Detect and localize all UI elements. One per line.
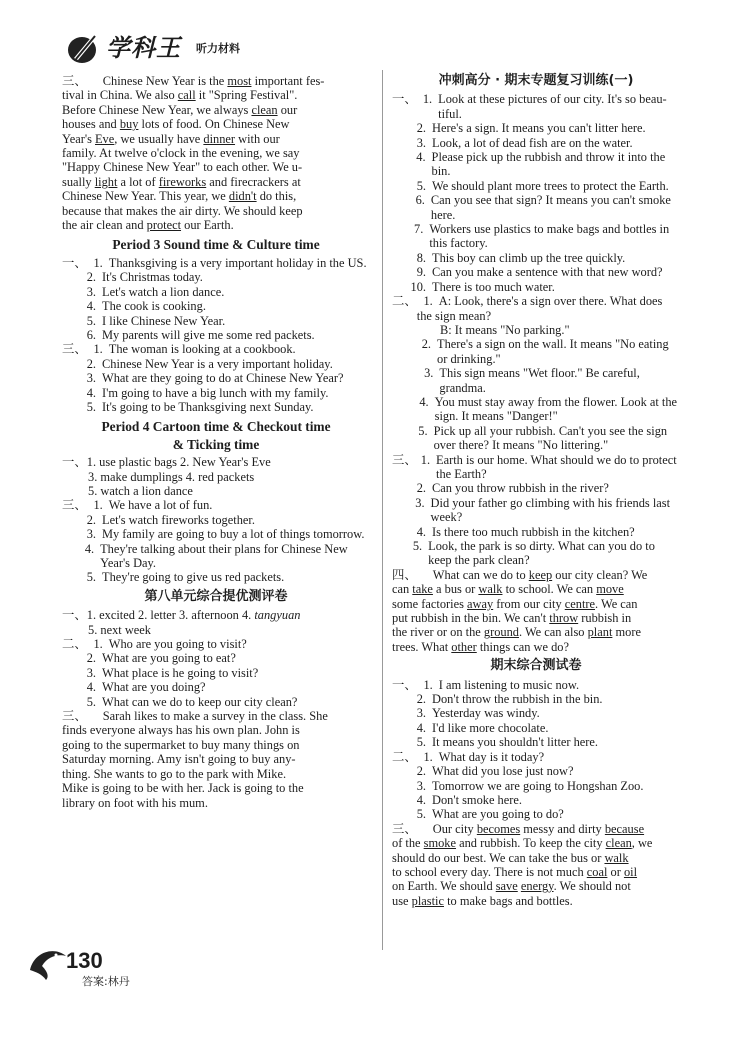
passage-line: Our city becomes messy and dirty because (432, 821, 645, 836)
list-item: What did you lose just now? (432, 764, 574, 779)
section-label (392, 481, 410, 495)
section-label (392, 764, 410, 778)
brand-logo-icon (64, 28, 104, 66)
list-item: The woman is looking at a cookbook. (108, 342, 296, 357)
passage-line: trees. What other things can we do? (392, 639, 569, 654)
review-training-title: 冲刺高分 · 期末专题复习训练(一) (438, 73, 634, 88)
section-label (62, 680, 80, 694)
list-item: What are they going to do at Chinese New Year? (102, 371, 344, 386)
list-item: Workers use plastics to make bags and bottles in this factory. (429, 222, 670, 251)
dolphin-icon (26, 940, 70, 984)
list-item: Look, a lot of dead fish are on the water. (432, 135, 633, 150)
item-number: 5. (416, 807, 426, 822)
section-label: 二、 (62, 637, 87, 652)
section-label (62, 328, 80, 342)
list (62, 498, 370, 584)
list-row (62, 285, 370, 299)
item-number: 4. (416, 150, 426, 165)
passage-line: can take a bus or walk to school. We can move (392, 582, 624, 597)
item-number: 3. (86, 665, 96, 680)
list-row (62, 542, 370, 571)
list-item: B: It means "No parking." (440, 322, 570, 337)
section-label: 一、 (62, 608, 87, 623)
list-row (62, 256, 370, 270)
list-item: Yesterday was windy. (432, 706, 540, 721)
section-label: 三、 (62, 342, 87, 357)
passage-line: Before Chinese New Year, we always clean our (62, 102, 298, 117)
item-number: 5. (418, 423, 428, 438)
section-label: 一、 (392, 677, 417, 692)
passage-line: put rubbish in the bin. We can't throw rubbish in (392, 611, 632, 626)
section-label (62, 570, 80, 584)
passage-line: use plastic to make bags and bottles. (392, 893, 573, 908)
list-item: My family are going to buy a lot of things tomorrow. (102, 527, 365, 542)
section-label: 三、 (62, 498, 87, 513)
list-item: You must stay away from the flower. Look at the sign. It means "Danger!" (434, 394, 678, 424)
list-row (392, 222, 680, 251)
item-number: 1. (423, 294, 433, 309)
passage-line: Mike is going to be with her. Jack is going to the (62, 781, 304, 796)
item-number: 3. (424, 366, 434, 381)
passage-line: Year's Eve, we usually have dinner with our (62, 131, 280, 146)
answer-row: 5. next week (88, 622, 151, 637)
list-row (62, 513, 370, 527)
section-label: 一、 (392, 92, 417, 107)
list-item: Don't smoke here. (432, 792, 522, 807)
list-item: Is there too much rubbish in the kitchen? (432, 524, 635, 539)
list-item: We have a lot of fun. (108, 498, 213, 513)
item-number: 5. (412, 539, 423, 553)
item-number: 4. (84, 541, 95, 556)
list-item: They're talking about their plans for Chinese New Year's Day. (100, 541, 348, 570)
list-item: Chinese New Year is a very important holiday. (102, 356, 333, 371)
passage-line: Sarah likes to make a survey in the class. She (102, 709, 328, 724)
item-number: 1. (423, 749, 433, 764)
item-number: 2. (86, 512, 96, 527)
item-number: 3. (86, 527, 96, 542)
list-item: Look, the park is so dirty. What can you do to keep the park clean? (428, 539, 655, 568)
unit-8-title: 第八单元综合提优测评卷 (144, 588, 288, 604)
passage-line: "Happy Chinese New Year" to each other. We u- (62, 160, 303, 175)
list-item: Don't throw the rubbish in the bin. (432, 692, 603, 707)
item-number: 2. (86, 651, 96, 666)
list-item: What are you doing? (102, 680, 206, 695)
item-number: 1. (423, 677, 433, 692)
list-item: Who are you going to visit? (108, 637, 247, 652)
list-item: This sign means "Wet floor." Be careful, grandma. (439, 366, 640, 395)
section-label: 三、 (392, 452, 417, 467)
item-number: 1. (93, 255, 103, 270)
list-item: Did your father go climbing with his friends last week? (430, 495, 671, 525)
list-row (62, 637, 370, 651)
section-label (62, 651, 80, 665)
passage-line: Saturday morning. Amy isn't going to buy any- (62, 752, 296, 767)
list-item: They're going to give us red packets. (102, 570, 285, 585)
period-4-subtitle: & Ticking time (172, 436, 260, 452)
passage-line: the river or on the ground. We can also plant more (392, 625, 641, 640)
list-row (62, 270, 370, 284)
page-number: 130 (66, 948, 103, 973)
list-row (392, 496, 680, 525)
list-row (392, 539, 680, 568)
list-item: It means you shouldn't litter here. (432, 735, 599, 750)
list-item: My parents will give me some red packets. (102, 327, 315, 342)
passage-line: tival in China. We also call it "Spring Festival". (62, 88, 298, 103)
section-label (392, 779, 410, 793)
list-row (62, 695, 370, 709)
item-number: 4. (416, 720, 426, 735)
section-label: 三、 (62, 74, 87, 88)
section-label: 三、 (62, 709, 87, 724)
passage-line: of the smoke and rubbish. To keep the city clean, we (392, 836, 653, 851)
section-label (392, 222, 410, 251)
item-number: 3. (415, 495, 425, 510)
list-item: What can we do to keep our city clean? (102, 694, 298, 709)
item-number: 2. (416, 121, 426, 136)
passage-line: sually light a lot of fireworks and firecrackers at (62, 174, 301, 189)
answer-credit: 答案:林丹 (82, 975, 130, 988)
list-item: The cook is cooking. (102, 299, 206, 314)
section-label (392, 251, 410, 265)
section-label (392, 150, 410, 179)
period-3-title: Period 3 Sound time & Culture time (112, 237, 320, 253)
list-item: Can you throw rubbish in the river? (432, 481, 609, 496)
list-row (392, 678, 680, 692)
section-label: 四、 (392, 567, 417, 582)
passage-line: because that makes the air dirty. We should keep (62, 203, 303, 218)
list-row (392, 481, 680, 495)
list-row (392, 92, 680, 121)
section-label (392, 692, 410, 706)
left-column (62, 74, 370, 810)
list-row (392, 793, 680, 807)
list-item: This boy can climb up the tree quickly. (432, 250, 626, 265)
list-row (62, 299, 370, 313)
page-footer (26, 940, 186, 990)
item-number: 4. (86, 385, 96, 400)
period-4-title: Period 4 Cartoon time & Checkout time (101, 419, 331, 435)
section-label: 二、 (392, 749, 417, 764)
item-number: 1. (93, 342, 103, 357)
list-item: Pick up all your rubbish. Can't you see the sign over there? It means "No littering." (433, 423, 668, 453)
list-row (392, 136, 680, 150)
brand-name: 学科王 (106, 33, 181, 62)
section-label (62, 270, 80, 284)
passage-line: What can we do to keep our city clean? We (432, 567, 648, 582)
item-number: 7. (414, 222, 424, 237)
right-column (392, 74, 680, 908)
item-number: 2. (416, 764, 426, 779)
item-number: 3. (416, 135, 426, 150)
section-label (392, 721, 410, 735)
passage-line: Chinese New Year is the most important fes- (102, 74, 325, 88)
answer-row: 3. make dumplings 4. red packets (88, 469, 255, 484)
list-item: Here's a sign. It means you can't litter here. (432, 121, 646, 136)
item-number: 1. (93, 637, 103, 652)
item-number: 5. (416, 178, 426, 193)
list-row (62, 386, 370, 400)
section-label (392, 807, 410, 821)
list (392, 678, 680, 750)
list-row (392, 735, 680, 749)
list-row (62, 527, 370, 541)
section-label (392, 793, 410, 807)
item-number: 5. (86, 399, 96, 414)
section-label (392, 280, 410, 294)
list-item: What are you going to eat? (102, 651, 236, 666)
list-item: We should plant more trees to protect the Earth. (432, 178, 669, 193)
list-row (392, 807, 680, 821)
list-item: There is too much water. (432, 279, 555, 294)
item-number: 3. (416, 706, 426, 721)
item-number: 3. (416, 778, 426, 793)
section-label: 一、 (62, 255, 87, 270)
answer-row: 5. watch a lion dance (88, 483, 193, 498)
item-number: 5. (86, 694, 96, 709)
section-label: 一、 (62, 455, 87, 470)
passage-line: family. At twelve o'clock in the evening, we say (62, 146, 300, 161)
passage-line: finds everyone always has his own plan. John is (62, 723, 300, 738)
list-row (62, 328, 370, 342)
item-number: 5. (416, 735, 426, 750)
list-row (392, 525, 680, 539)
list-row (392, 779, 680, 793)
item-number: 2. (86, 270, 96, 285)
column-divider (382, 70, 383, 950)
section-label: 三、 (392, 821, 417, 836)
list-item: Tomorrow we are going to Hongshan Zoo. (432, 778, 644, 793)
section-label (62, 357, 80, 371)
list-item: What place is he going to visit? (102, 665, 259, 680)
list-row (392, 265, 680, 279)
list-row (392, 251, 680, 265)
section-label (392, 706, 410, 720)
section-label (62, 386, 80, 400)
section-listening-passage (62, 74, 370, 232)
list-row (392, 121, 680, 135)
page-header (64, 22, 364, 74)
section-label (62, 400, 80, 414)
list-item: I am listening to music now. (438, 677, 580, 692)
item-number: 2. (421, 337, 432, 352)
list-row (392, 179, 680, 193)
list-row (392, 280, 680, 294)
item-number: 4. (86, 680, 96, 695)
list-row (62, 314, 370, 328)
list-item: I'm going to have a big lunch with my family. (102, 385, 329, 400)
list-item: Look at these pictures of our city. It's so beau-tiful. (438, 92, 667, 121)
passage-line: going to the supermarket to buy many things on (62, 737, 300, 752)
item-number: 3. (86, 284, 96, 299)
list-row (392, 750, 680, 764)
list-item: What are you going to do? (432, 807, 564, 822)
section-label (392, 735, 410, 749)
section-label (62, 695, 80, 709)
list-item: It's going to be Thanksgiving next Sunday. (102, 399, 314, 414)
list (62, 637, 370, 709)
list-item: There's a sign on the wall. It means "No eating or drinking." (437, 337, 669, 366)
list-item: Earth is our home. What should we do to protect the Earth? (436, 452, 677, 481)
item-number: 6. (86, 327, 96, 342)
section-label (62, 371, 80, 385)
passage-line: on Earth. We should save energy. We should not (392, 879, 631, 894)
list-row (392, 453, 680, 482)
list-row (62, 651, 370, 665)
item-number: 6. (415, 193, 425, 208)
list-row (392, 150, 680, 179)
list-item: I'd like more chocolate. (432, 720, 549, 735)
section-label (62, 527, 80, 541)
passage-line: thing. She wants to go to the park with Mike. (62, 766, 287, 781)
section-label (392, 539, 410, 568)
section-label (392, 525, 410, 539)
list-row (392, 706, 680, 720)
answer-row: 1. excited 2. letter 3. afternoon 4. tangyuan (86, 608, 301, 623)
section-label (392, 496, 410, 525)
list-item: Please pick up the rubbish and throw it into the bin. (431, 150, 666, 179)
answer-row: 1. use plastic bags 2. New Year's Eve (86, 455, 271, 470)
list (62, 256, 370, 342)
list-item: Can you make a sentence with that new word? (432, 265, 663, 280)
item-number: 2. (86, 356, 96, 371)
list (62, 342, 370, 414)
section-label (392, 193, 410, 222)
section-label (62, 513, 80, 527)
section-label (62, 666, 80, 680)
item-number: 2. (416, 692, 426, 707)
list-row (392, 692, 680, 706)
item-number: 4. (416, 524, 426, 539)
list-row (392, 193, 680, 222)
item-number: 2. (416, 481, 426, 496)
list-row (62, 498, 370, 512)
list-item: Thanksgiving is a very important holiday in the US. (108, 255, 367, 270)
list-item: A: Look, there's a sign over there. What does the sign mean? (416, 294, 663, 323)
item-number: 8. (416, 250, 426, 265)
section-label (62, 542, 80, 571)
item-number: 5. (86, 570, 96, 585)
section-label (62, 299, 80, 313)
item-number: 4. (419, 394, 429, 409)
passage-line: houses and buy lots of food. On Chinese New (62, 117, 290, 132)
list (392, 750, 680, 822)
list-row (62, 666, 370, 680)
passage-line: the air clean and protect our Earth. (62, 218, 234, 233)
brand-subtitle: 听力材料 (196, 42, 240, 55)
list (392, 453, 680, 568)
item-number: 4. (416, 792, 426, 807)
section-label (392, 121, 410, 135)
item-number: 4. (86, 299, 96, 314)
item-number: 1. (93, 498, 103, 513)
list-row (62, 570, 370, 584)
list-row (62, 342, 370, 356)
list-item: Can you see that sign? It means you can't smoke here. (430, 193, 671, 222)
list-item: Let's watch fireworks together. (102, 512, 255, 527)
item-number: 1. (420, 452, 431, 467)
passage-line: to school every day. There is not much coal or oil (392, 864, 638, 879)
section-label (62, 285, 80, 299)
section-label (392, 179, 410, 193)
list-row (392, 721, 680, 735)
list-item: It's Christmas today. (102, 270, 203, 285)
list-row (62, 400, 370, 414)
list-row (62, 680, 370, 694)
passage-line: should do our best. We can take the bus or walk (392, 850, 629, 865)
passage-line: Chinese New Year. This year, we didn't do this, (62, 189, 297, 204)
list-row (62, 371, 370, 385)
item-number: 10. (410, 279, 426, 294)
section-label (62, 314, 80, 328)
item-number: 3. (86, 371, 96, 386)
passage-line: some factories away from our city centre. We can (392, 596, 638, 611)
section-label (392, 265, 410, 279)
item-number: 1. (422, 92, 433, 107)
section-label: 二、 (392, 294, 417, 309)
list-item: I like Chinese New Year. (102, 313, 226, 328)
list-row (392, 764, 680, 778)
section-label (392, 136, 410, 150)
list-item: What day is it today? (438, 749, 545, 764)
final-exam-title: 期末综合测试卷 (490, 658, 582, 674)
item-number: 5. (86, 313, 96, 328)
list-row (62, 357, 370, 371)
list-item: Let's watch a lion dance. (102, 284, 225, 299)
passage-line: library on foot with his mum. (62, 795, 208, 810)
list (392, 92, 680, 294)
item-number: 9. (416, 265, 426, 280)
